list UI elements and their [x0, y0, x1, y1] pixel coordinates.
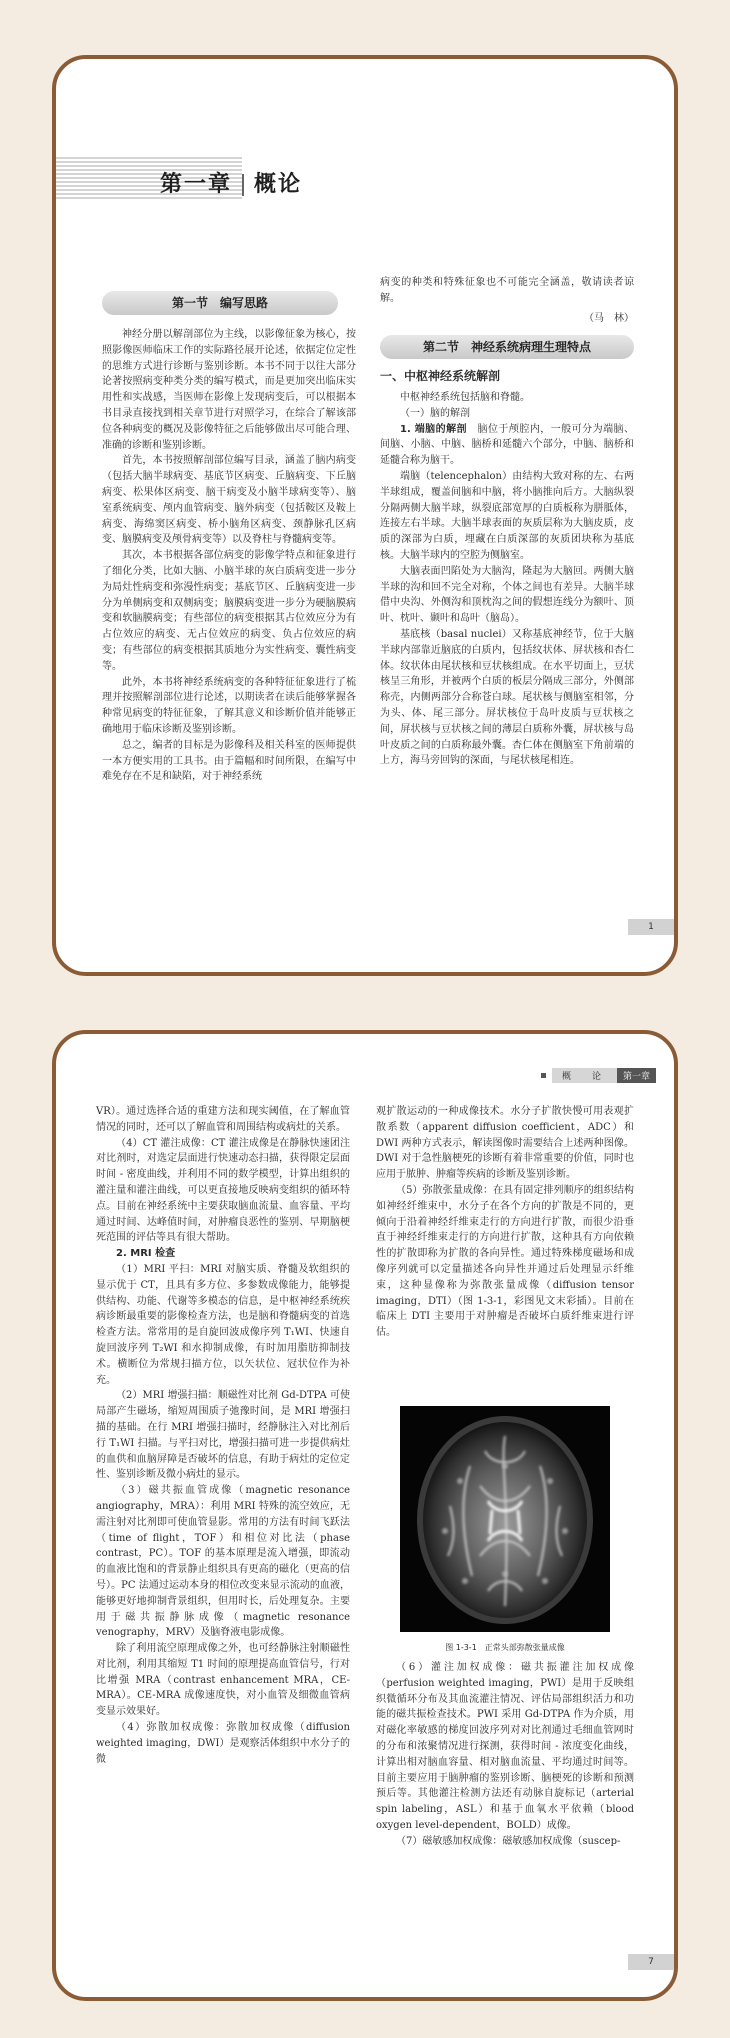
figure-caption: 图 1-3-1 正常头部弥散张量成像	[445, 1643, 565, 1652]
right-column-top	[380, 275, 634, 326]
section-2-heading: 一、中枢神经系统解剖	[380, 369, 501, 383]
paragraph: VR）。通过选择合适的重建方法和现实阈值，在了解血管情况的同时，还可以了解血管和周围结构或病灶的关系。	[96, 1106, 350, 1133]
author-signature: （马 林）	[584, 312, 634, 324]
continued-paragraph: 病变的种类和特殊征象也不可能完全涵盖，敬请读者谅解。	[380, 277, 634, 304]
paragraph: （7）磁敏感加权成像：磁敏感加权成像（suscep-	[396, 1835, 621, 1847]
running-head-dot	[541, 1073, 546, 1078]
running-head-title: 概 论	[552, 1068, 617, 1083]
running-head-chapter: 第一章	[617, 1068, 656, 1083]
chapter-label: 第一章	[160, 172, 233, 197]
paragraph: 除了利用流空原理成像之外，也可经静脉注射顺磁性对比剂，利用其缩短 T1 时间的原理提高血管信号，行对比增强 MRA（contrast enhancement MRA，CE-MRA）。CE-MRA 成像速度快，对小血管及细微血管病变显示效果好。	[96, 1643, 350, 1718]
page2-right-column-top	[376, 1104, 634, 1341]
paragraph: （1）MRI 平扫：MRI 对脑实质、脊髓及软组织的显示优于 CT，且具有多方位、多参数成像能力，能够提供结构、功能、代谢等多模态的信息，是中枢神经系统疾病诊断最重要的影像检查方法，也是脑和脊髓病变的首选检查方法。常常用的是自旋回波成像序列 T₁WI、快速自旋回波序列 T₂WI 和水抑制成像，有时加用脂肪抑制技术。横断位为常规扫描方位，以矢状位、冠状位作为补充。	[96, 1263, 350, 1386]
chapter-title	[160, 167, 302, 198]
page2-left-column	[96, 1104, 350, 1767]
item1-text: 脑位于颅腔内，一般可分为端脑、间脑、小脑、中脑、脑桥和延髓六个部分，中脑、脑桥和延髓合称为脑干。	[380, 423, 634, 467]
section-1-title: 第一节 编写思路	[102, 291, 338, 315]
paragraph: （6）灌注加权成像：磁共振灌注加权成像（perfusion weighted imaging，PWI）是用于反映组织微循环分布及其血流灌注情况、评估局部组织活力和功能的磁共振检查技术。PWI 采用 Gd-DTPA 作为介质，用对磁化率敏感的梯度回波序列对对比剂通过毛细血管网时的分布和浓聚情况进行探测，获得时间 - 浓度变化曲线，计算出相对脑血容量、相对脑血流量、平均通过时间等。目前主要应用于脑肿瘤的鉴别诊断、脑梗死的诊断和预测预后等。其他灌注检测方法还有动脉自旋标记（arterial spin labeling，ASL）和基于血氧水平依赖（blood oxygen level-dependent，BOLD）成像。	[376, 1662, 634, 1831]
page-number: 1	[628, 919, 674, 935]
paragraph: （5）弥散张量成像：在具有固定排列顺序的组织结构如神经纤维束中，水分子在各个方向的扩散是不同的，更倾向于沿着神经纤维束走行的方向进行扩散，而很少沿垂直于神经纤维束走行的方向进行扩散，这种具有方向依赖性的扩散即称为扩散的各向异性。通过特殊梯度磁场和成像序列就可以定量描述各向异性并通过后处理显示纤维束，这种显像称为弥散张量成像（diffusion tensor imaging，DTI）（图 1-3-1，彩图见文末彩插）。目前在临床上 DTI 主要用于对肿瘤是否破坏白质纤维束进行评估。	[376, 1184, 634, 1339]
dti-brain-image	[400, 1406, 610, 1632]
paragraph: 此外，本书将神经系统病变的各种特征征象进行了梳理并按照解剖部位进行论述，以期读者在读后能够掌握各种常见病变的特征征象，了解其意义和诊断价值并能够正确地用于临床诊断及鉴别诊断。	[102, 676, 356, 735]
chapter-separator	[242, 174, 244, 196]
paragraph: （3）磁共振血管成像（magnetic resonance angiography，MRA）：利用 MRI 特殊的流空效应，无需注射对比剂即可使血管显影。常用的方法有时间飞跃法（time of flight，TOF）和相位对比法（phase contrast，PC）。TOF 的基本原理是流入增强，即流动的血液比饱和的背景静止组织具有更高的磁化（更高的信号）。PC 法通过运动本身的相位改变来显示流动的血液，能够更好地抑制背景组织，但用时长，后处理复杂。主要用于磁共振静脉成像（magnetic resonance venography，MRV）及脑脊液电影成像。	[96, 1485, 350, 1639]
section-2-paragraphs	[380, 469, 634, 769]
paragraph: 基底核（basal nuclei）又称基底神经节，位于大脑半球内部靠近脑底的白质内，包括纹状体、屏状核和杏仁体。纹状体由尾状核和豆状核组成。在水平切面上，豆状核呈三角形，并被两个白质的板层分隔成三部分，外侧部称壳，内侧两部分合称苍白球。尾状核与侧脑室相邻，分为头、体、尾三部分。屏状核位于岛叶皮质与豆状核之间，屏状核与豆状核之间的薄层白质称外囊，屏状核与岛叶皮质之间的白质称最外囊。杏仁体在侧脑室下角前端的上方，海马旁回钩的深面，与尾状核尾相连。	[380, 628, 634, 767]
paragraph: 观扩散运动的一种成像技术。水分子扩散快慢可用表观扩散系数（apparent diffusion coefficient，ADC）和 DWI 两种方式表示，解读图像时需要结合上述两种图像。DWI 对于急性脑梗死的诊断有着非常重要的价值，同时也应用于脓肿、肿瘤等疾病的诊断及鉴别诊断。	[376, 1106, 634, 1181]
figure-1-3-1	[400, 1406, 610, 1653]
paragraph: 神经分册以解剖部位为主线，以影像征象为核心，按照影像医师临床工作的实际路径展开论述，依据定位定性的思维方式进行诊断与鉴别诊断。本书不同于以往大部分论著按照病变种类分类的编写模式，而是更加突出临床实用性和实战感，当医师在影像上发现病变后，可以根据本书目录直接找到相关章节进行对照学习，在综合了解该部位各种病变的概况及影像特征之后能够做出尽可能合理、准确的诊断和鉴别诊断。	[102, 329, 356, 451]
section-2-subheading: （一）脑的解剖	[400, 407, 470, 419]
section-1-body	[102, 327, 356, 785]
paragraph: （4）CT 灌注成像：CT 灌注成像是在静脉快速团注对比剂时，对选定层面进行快速动态扫描，获得限定层面时间 - 密度曲线，并利用不同的数学模型，计算出组织的灌注量和灌注曲线，可以更直接地反映病变组织的循环特点。目前在神经系统中主要获取脑血流量、血容量、平均通过时间、达峰值时间，对肿瘤良恶性的鉴别、早期脑梗死范围的评估等具有很大帮助。	[96, 1137, 350, 1244]
page2-right-column-bottom	[376, 1660, 634, 1850]
section-2-title: 第二节 神经系统病理生理特点	[380, 335, 634, 359]
paragraph: 总之，编者的目标是为影像科及相关科室的医师提供一本方便实用的工具书。由于篇幅和时间所限，在编写中难免存在不足和缺陷，对于神经系统	[102, 739, 356, 783]
chapter-name: 概论	[254, 172, 303, 197]
paragraph: 端脑（telencephalon）由结构大致对称的左、右两半球组成，覆盖间脑和中脑，将小脑推向后方。大脑纵裂分隔两侧大脑半球，纵裂底部宽厚的白质板称为胼胝体，连接左右半球。大脑半球表面的灰质层称为大脑皮质，皮质的深部为白质，埋藏在白质深部的灰质团块称为基底核。大脑半球内的空腔为侧脑室。	[380, 470, 634, 561]
subheading: 2. MRI 检查	[116, 1248, 176, 1260]
paragraph: 其次，本书根据各部位病变的影像学特点和征象进行了细化分类，比如大脑、小脑半球的灰白质病变进一步分为局灶性病变和弥漫性病变；基底节区、丘脑病变进一步分为单侧病变和双侧病变；脑膜病变进一步分为硬脑膜病变和软脑膜病变；有些部位的病变根据其占位效应分为有占位效应的病变、无占位效应的病变、负占位效应的病变；有些部位的病变根据其质地分为实性病变、囊性病变等。	[102, 550, 356, 672]
paragraph: 大脑表面凹陷处为大脑沟，隆起为大脑回。两侧大脑半球的沟和回不完全对称，个体之间也有差异。大脑半球借中央沟、外侧沟和顶枕沟之间的假想连线分为额叶、顶叶、枕叶、颞叶和岛叶（脑岛）。	[380, 565, 634, 625]
running-head	[541, 1068, 656, 1082]
section-2-body	[380, 367, 634, 769]
paragraph: （2）MRI 增强扫描：顺磁性对比剂 Gd-DTPA 可使局部产生磁场，缩短周围质子弛豫时间，是 MRI 增强扫描的基础。在行 MRI 增强扫描时，经静脉注入对比剂后行 T₁WI 扫描。与平扫对比，增强扫描可进一步提供病灶的血供和血脑屏障是否破坏的信息，有助于病灶的定位定性、鉴别诊断及微小病灶的显示。	[96, 1390, 350, 1481]
section-2-intro: 中枢神经系统包括脑和脊髓。	[400, 392, 530, 403]
book-page-2	[52, 1030, 678, 2001]
paragraph: （4）弥散加权成像：弥散加权成像（diffusion weighted imaging，DWI）是观察活体组织中水分子的微	[96, 1722, 350, 1765]
page-number: 7	[628, 1954, 674, 1970]
book-page-1	[52, 55, 678, 976]
paragraph: 首先，本书按照解剖部位编写目录，涵盖了脑内病变（包括大脑半球病变、基底节区病变、丘脑病变、下丘脑病变、松果体区病变、脑干病变及小脑半球病变等）、脑室系统病变、颅内血管病变、脑外病变（包括鞍区及鞍上病变、海绵窦区病变、桥小脑角区病变、颈静脉孔区病变、脑膜病变及颅骨病变等）以及脊柱与脊髓病变等。	[102, 455, 356, 546]
item1-title: 1. 端脑的解剖	[400, 423, 468, 435]
